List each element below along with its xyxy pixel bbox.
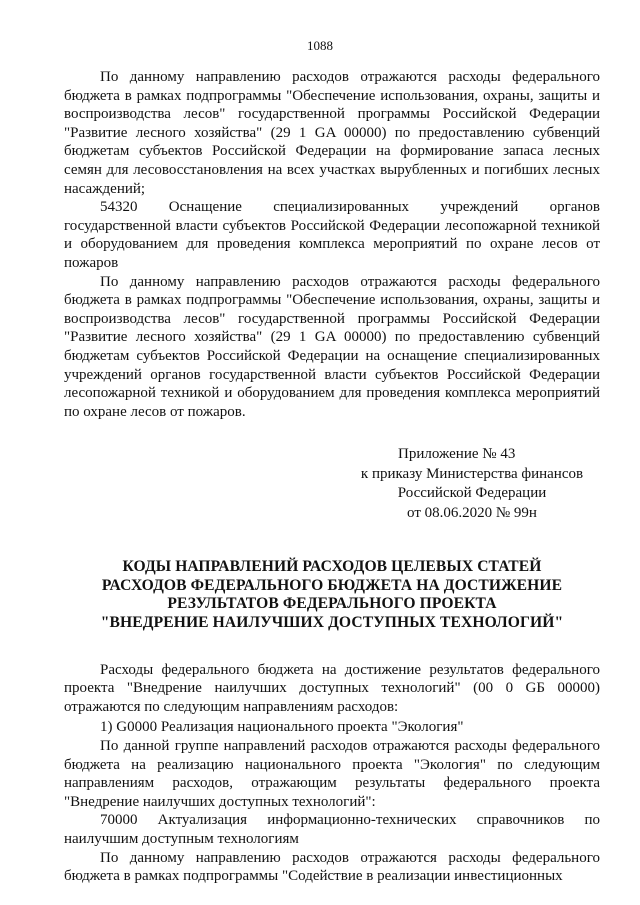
paragraph-group-description: По данной группе направлений расходов отражаются расходы федерального бюджета на реализацию национального проекта "Экология" по следующим направлениям расходов, отражающим результаты федерального проекта "Внедрение наилучших доступных технологий": — [64, 738, 600, 810]
page-number: 1088 — [307, 38, 333, 53]
paragraph-code-70000: 70000 Актуализация информационно-технических справочников по наилучшим доступным технологиям — [64, 812, 600, 847]
section-body — [64, 661, 600, 886]
document-body — [64, 68, 600, 886]
paragraph-intro: Расходы федерального бюджета на достижение результатов федерального проекта "Внедрение наилучших доступных технологий" (00 0 GБ 00000) отражаются по следующим направлениям расходов: — [64, 661, 600, 715]
title-line-3: РЕЗУЛЬТАТОВ ФЕДЕРАЛЬНОГО ПРОЕКТА — [167, 595, 497, 613]
title-line-1: КОДЫ НАПРАВЛЕНИЙ РАСХОДОВ ЦЕЛЕВЫХ СТАТЕЙ — [122, 558, 542, 576]
appendix-order: к приказу Министерства финансов — [360, 465, 584, 482]
document-title — [64, 558, 600, 632]
title-line-2: РАСХОДОВ ФЕДЕРАЛЬНОГО БЮДЖЕТА НА ДОСТИЖЕНИЕ — [101, 576, 563, 594]
title-line-4: "ВНЕДРЕНИЕ НАИЛУЧШИХ ДОСТУПНЫХ ТЕХНОЛОГИЙ" — [100, 614, 564, 632]
paragraph-group-g0000: 1) G0000 Реализация национального проекта "Экология" — [100, 719, 464, 736]
paragraph-code-70000-description: По данному направлению расходов отражаются расходы федерального бюджета в рамках подпрограммы "Содействие в реализации инвестиционных — [64, 849, 600, 885]
appendix-country: Российской Федерации — [397, 485, 547, 502]
appendix-number: Приложение № 43 — [398, 446, 516, 463]
paragraph-code-54320: 54320 Оснащение специализированных учреждений органов государственной власти субъектов Российской Федерации лесопожарной техникой и оборудованием для проведения комплекса мероприятий по охране лесов от пожаров — [64, 199, 600, 271]
paragraph-subvention-equipment: По данному направлению расходов отражаются расходы федерального бюджета в рамках подпрограммы "Обеспечение использования, охраны, защиты и воспроизводства лесов" государственной программы Российской Федерации "Развитие лесного хозяйства" (29 1 GA 00000) по предоставлению субвенций бюджетам субъектов Российской Федерации на оснащение специализированных учреждений органов государственной власти субъектов Российской Федерации лесопожарной техникой и оборудованием для проведения комплекса мероприятий по охране лесов от пожаров. — [64, 273, 600, 420]
appendix-date: от 08.06.2020 № 99н — [407, 504, 537, 521]
appendix-block — [344, 445, 600, 523]
paragraph-subvention-seeds: По данному направлению расходов отражаются расходы федерального бюджета в рамках подпрограммы "Обеспечение использования, охраны, защиты и воспроизводства лесов" государственной программы Российской Федерации "Развитие лесного хозяйства" (29 1 GA 00000) по предоставлению субвенций бюджетам субъектов Российской Федерации на формирование запаса лесных семян для лесовосстановления на всех участках вырубленных и погибших лесных насаждений; — [64, 69, 600, 197]
